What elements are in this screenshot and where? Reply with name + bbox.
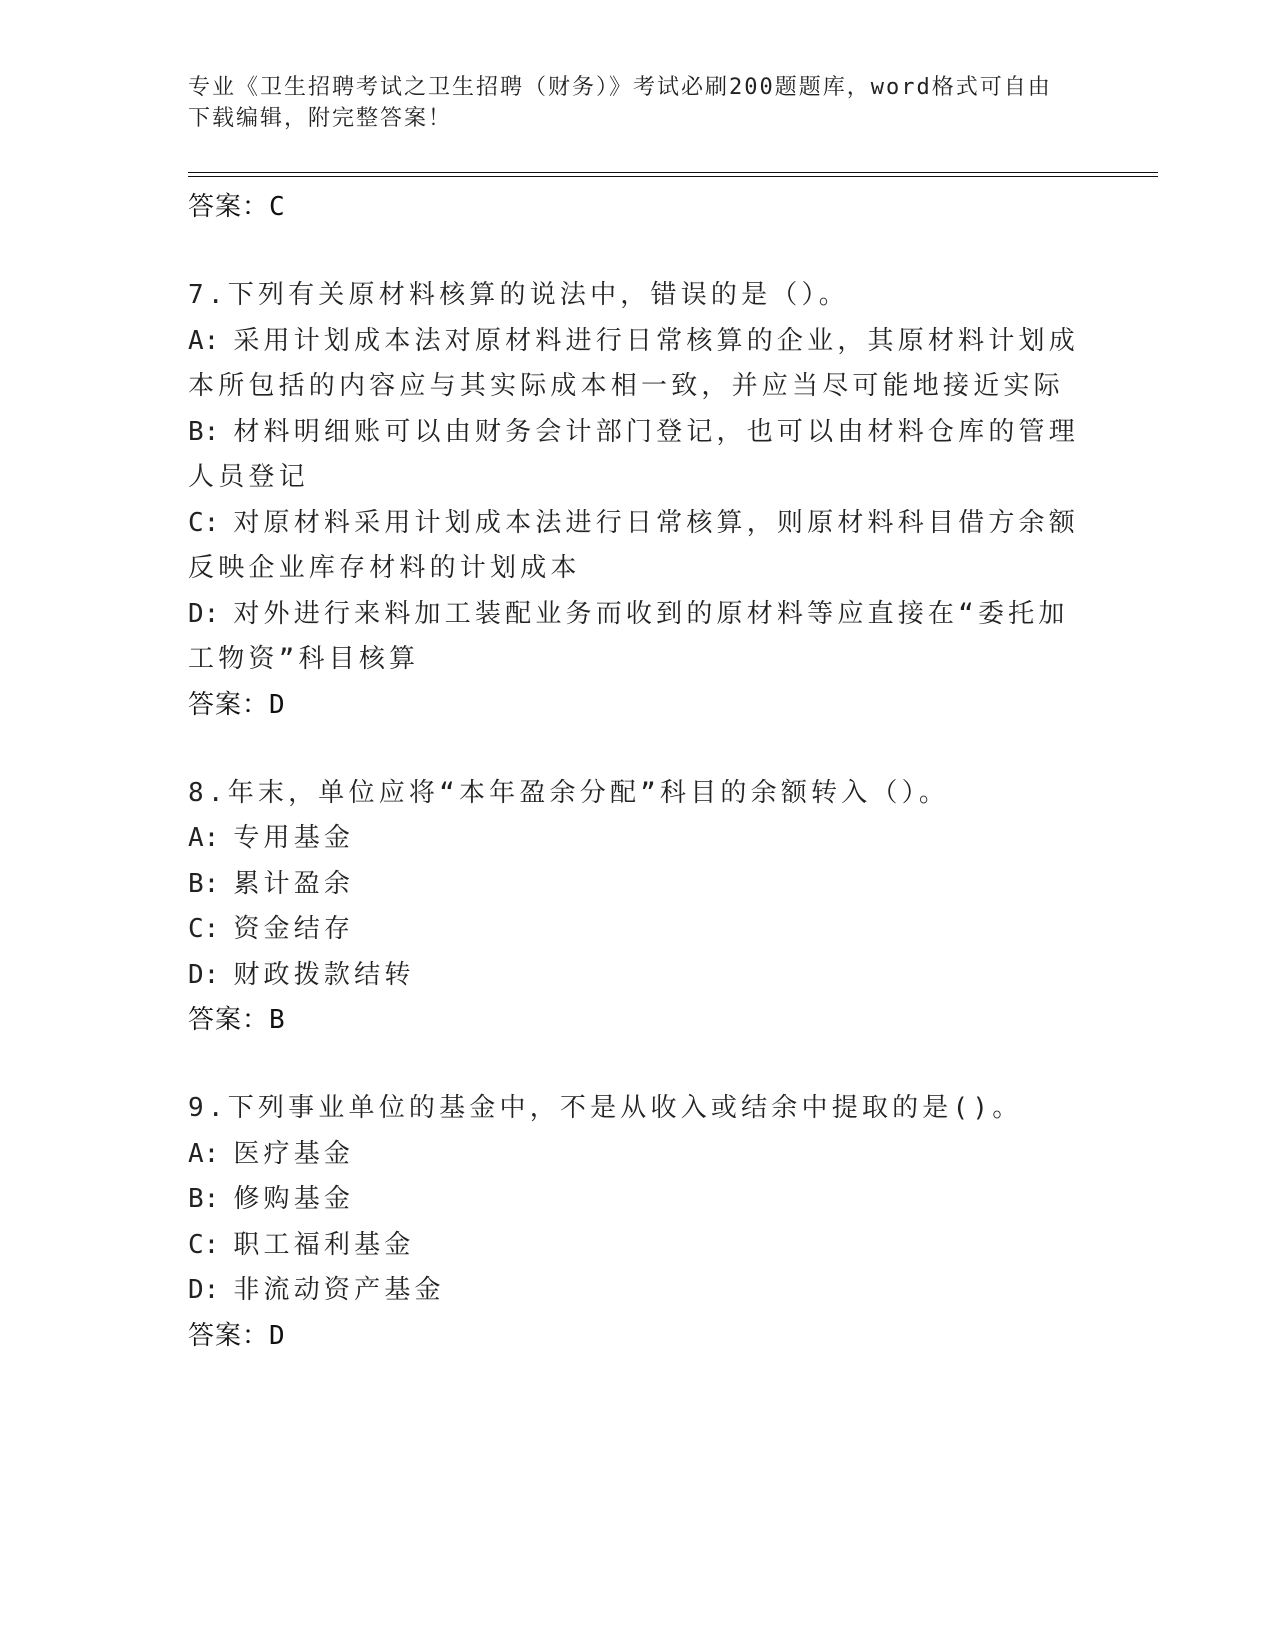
question-stem: 9.下列事业单位的基金中，不是从收入或结余中提取的是()。	[188, 1093, 1023, 1123]
question-stem: 8.年末，单位应将“本年盈余分配”科目的余额转入（）。	[188, 777, 950, 808]
question-block	[188, 273, 1148, 727]
option-key: C:	[188, 914, 220, 944]
option-key: B:	[188, 868, 220, 899]
option-b	[188, 862, 1088, 908]
option-key: D:	[188, 1275, 220, 1305]
answer-line	[188, 998, 1148, 1042]
option-key: A:	[188, 325, 220, 356]
option-a	[188, 319, 1088, 410]
option-key: D:	[188, 959, 220, 990]
answer-value: D	[269, 1320, 286, 1351]
option-text: 非流动资产基金	[233, 1275, 445, 1305]
option-a	[188, 816, 1088, 862]
answer-value: B	[269, 1005, 286, 1035]
option-c	[188, 501, 1088, 592]
option-c	[188, 1223, 1088, 1269]
option-key: B:	[188, 416, 220, 447]
option-b	[188, 410, 1088, 501]
option-text: 医疗基金	[233, 1138, 355, 1169]
option-text: 材料明细账可以由财务会计部门登记，也可以由材料仓库的管理人员登记	[188, 416, 1079, 492]
option-d	[188, 1268, 1088, 1314]
option-c	[188, 907, 1088, 953]
option-text: 对原材料采用计划成本法进行日常核算，则原材料科目借方余额反映企业库存材料的计划成本	[188, 507, 1079, 583]
option-text: 专用基金	[233, 823, 355, 853]
option-text: 资金结存	[233, 914, 355, 944]
option-a	[188, 1132, 1088, 1178]
option-key: C:	[188, 507, 220, 538]
answer-label: 答案：	[188, 1320, 270, 1351]
option-key: B:	[188, 1184, 220, 1214]
option-b	[188, 1177, 1088, 1223]
option-text: 采用计划成本法对原材料进行日常核算的企业，其原材料计划成本所包括的内容应与其实际成本相一致，并应当尽可能地接近实际	[188, 325, 1079, 401]
option-text: 修购基金	[233, 1184, 355, 1214]
question-block	[188, 1086, 1148, 1358]
document-header: 专业《卫生招聘考试之卫生招聘（财务）》考试必刷200题题库，word格式可自由下载编辑，附完整答案！	[188, 75, 1052, 131]
question-block	[188, 771, 1148, 1043]
answer-value: C	[269, 192, 286, 222]
option-text: 对外进行来料加工装配业务而收到的原材料等应直接在“委托加工物资”科目核算	[188, 598, 1069, 674]
option-d	[188, 953, 1088, 999]
answer-label: 答案：	[188, 192, 270, 222]
answer-label: 答案：	[188, 1005, 270, 1035]
option-text: 职工福利基金	[233, 1229, 415, 1260]
option-text: 累计盈余	[233, 868, 355, 899]
question-stem: 7.下列有关原材料核算的说法中，错误的是（）。	[188, 280, 849, 310]
answer-line	[188, 683, 1148, 727]
option-key: D:	[188, 598, 220, 629]
option-key: A:	[188, 1138, 220, 1169]
option-d	[188, 592, 1088, 683]
answer-line	[188, 1314, 1148, 1358]
option-text: 财政拨款结转	[233, 959, 415, 990]
answer-line	[188, 185, 1148, 229]
answer-value: D	[269, 689, 286, 720]
answer-label: 答案：	[188, 689, 270, 720]
document-page	[188, 72, 1148, 1358]
option-key: A:	[188, 823, 220, 853]
header-divider	[188, 172, 1158, 177]
option-key: C:	[188, 1229, 220, 1260]
